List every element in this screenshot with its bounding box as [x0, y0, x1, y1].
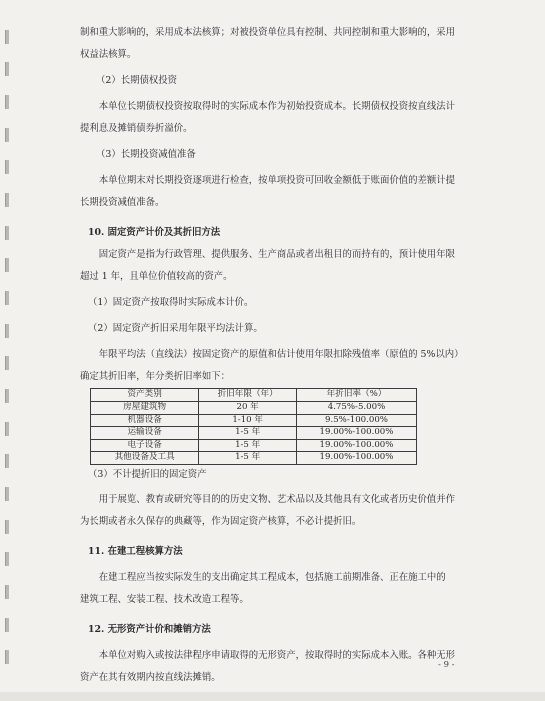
- table-header: 年折旧率（%）: [297, 389, 417, 402]
- binding-hole: [5, 324, 9, 338]
- paragraph-line: 提利息及摊销债券折溢价。: [80, 123, 193, 134]
- binding-hole: [5, 95, 9, 109]
- binding-hole: [5, 128, 9, 142]
- table-header: 折旧年限（年）: [199, 389, 297, 402]
- subsection-title: （2）长期债权投资: [96, 75, 177, 86]
- document-page: [80, 22, 472, 689]
- table-cell: 房屋建筑物: [91, 402, 199, 415]
- subsection-title: （3）长期投资减值准备: [96, 149, 196, 160]
- binding-hole: [5, 422, 9, 436]
- paragraph-line: 建筑工程、安装工程、技术改造工程等。: [80, 593, 249, 605]
- table-cell: 1-5 年: [199, 427, 297, 440]
- binding-hole: [5, 356, 9, 370]
- paragraph-line: 制和重大影响的，采用成本法核算；对被投资单位具有控制、共同控制和重大影响的，采用: [80, 27, 456, 38]
- paragraph-line: 长期投资减值准备。: [80, 197, 165, 208]
- paragraph-line: 本单位对购入或按法律程序申请取得的无形资产，按取得时的实际成本入账。各种无形: [98, 649, 456, 661]
- page-number: - 9 -: [438, 660, 455, 670]
- table-row: [91, 427, 417, 440]
- binding-hole: [5, 389, 9, 403]
- binding-hole: [5, 618, 9, 632]
- table-cell: 机器设备: [91, 414, 199, 427]
- binding-hole: [5, 62, 9, 76]
- paragraph-line: 权益法核算。: [80, 49, 137, 60]
- table-header: 资产类别: [91, 389, 199, 402]
- table-cell: 运输设备: [91, 427, 199, 440]
- paragraph-line: 用于展览、教育或研究等目的的历史文物、艺术品以及其他具有文化或者历史价值并作: [98, 493, 456, 505]
- binding-hole: [5, 454, 9, 468]
- page-bottom-edge: [0, 692, 545, 701]
- paragraph-line: 固定资产是指为行政管理、提供服务、生产商品或者出租目的而持有的，预计使用年限: [98, 249, 456, 260]
- table-cell: 其他设备及工具: [91, 452, 199, 465]
- table-cell: 1-10 年: [199, 414, 297, 427]
- paragraph-line: 资产在其有效期内按直线法摊销。: [80, 671, 221, 683]
- binding-hole: [5, 291, 9, 305]
- binding-hole: [5, 30, 9, 44]
- binding-hole: [5, 258, 9, 272]
- paragraph-line: 确定其折旧率，年分类折旧率如下：: [80, 371, 231, 382]
- table-row: [91, 402, 417, 415]
- binding-hole: [5, 487, 9, 501]
- paragraph-line: 为长期或者永久保存的典藏等，作为固定资产核算，不必计提折旧。: [80, 515, 362, 527]
- list-item: （2）固定资产折旧采用年限平均法计算。: [88, 323, 263, 334]
- table-cell: 4.75%-5.00%: [297, 402, 417, 415]
- table-row: [91, 439, 417, 452]
- paragraph-line: 在建工程应当按实际发生的支出确定其工程成本，包括施工前期准备、正在施工中的: [98, 571, 446, 583]
- paragraph-line: 本单位期末对长期投资逐项进行检查，按单项投资可回收金额低于账面价值的差额计提: [98, 175, 456, 186]
- table-row: [91, 452, 417, 465]
- table-cell: 20 年: [199, 402, 297, 415]
- table-header-row: [91, 389, 417, 402]
- table-cell: 19.00%-100.00%: [297, 452, 417, 465]
- binding-hole: [5, 552, 9, 566]
- table-row: [91, 414, 417, 427]
- table-cell: 19.00%-100.00%: [297, 427, 417, 440]
- table-cell: 1-5 年: [199, 439, 297, 452]
- section-heading: 11. 在建工程核算方法: [88, 545, 183, 557]
- section-heading: 12. 无形资产计价和摊销方法: [88, 623, 211, 635]
- table-cell: 19.00%-100.00%: [297, 439, 417, 452]
- list-item: （1）固定资产按取得时实际成本计价。: [88, 297, 254, 308]
- paragraph-line: 年限平均法（直线法）按固定资产的原值和估计使用年限扣除残值率（原值的 5%以内）: [98, 349, 464, 360]
- paragraph-line: 本单位长期债权投资按取得时的实际成本作为初始投资成本。长期债权投资按直线法计: [98, 101, 456, 112]
- depreciation-table: [90, 388, 417, 465]
- list-item: （3）不计提折旧的固定资产: [88, 468, 207, 480]
- paragraph-line: 超过 1 年，且单位价值较高的资产。: [80, 271, 233, 282]
- binding-hole: [5, 160, 9, 174]
- section-heading: 10. 固定资产计价及其折旧方法: [88, 227, 221, 238]
- binding-hole: [5, 650, 9, 664]
- table-cell: 1-5 年: [199, 452, 297, 465]
- binding-hole: [5, 193, 9, 207]
- binding-hole: [5, 226, 9, 240]
- table-cell: 电子设备: [91, 439, 199, 452]
- binding-hole: [5, 585, 9, 599]
- binding-edge: [0, 0, 14, 701]
- binding-hole: [5, 520, 9, 534]
- table-cell: 9.5%-100.00%: [297, 414, 417, 427]
